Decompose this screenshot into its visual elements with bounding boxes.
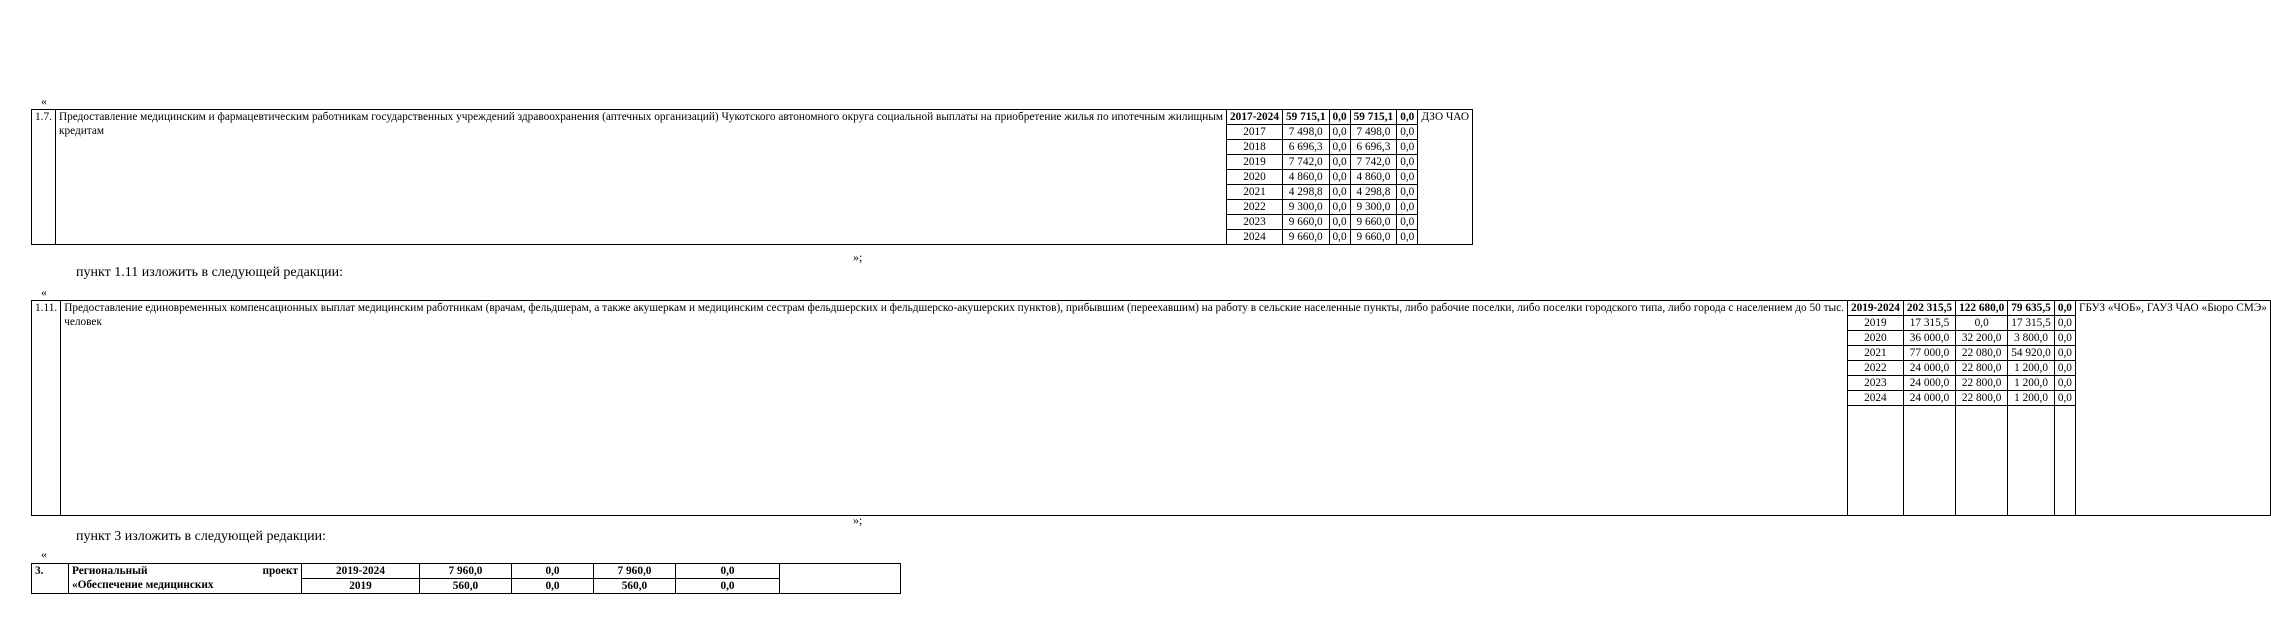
description-line: (врачам, фельдшерам, а также: [485, 302, 631, 314]
caption-point-1-11: пункт 1.11 изложить в следующей редакции:: [76, 265, 343, 280]
period-cell: 2024: [1847, 391, 1903, 406]
total-cell: 4 860,0: [1282, 170, 1329, 185]
description-line: государственных учреждений: [371, 111, 515, 123]
total-cell: 77 000,0: [1903, 346, 1955, 361]
total-cell: 17 315,5: [1903, 316, 1955, 331]
okrug-cell: 1 200,0: [2008, 391, 2055, 406]
quote-open-3: «: [41, 547, 47, 561]
other-cell: 0,0: [2054, 316, 2075, 331]
period-cell: 2020: [1847, 331, 1903, 346]
quote-close-2: »;: [853, 513, 863, 527]
federal-cell: 122 680,0: [1956, 301, 2008, 316]
other-cell: 0,0: [1397, 185, 1418, 200]
other-cell: 0,0: [1397, 155, 1418, 170]
description-line: Предоставление единовременных: [64, 302, 228, 314]
description-line: поселки городского типа, либо: [1543, 302, 1692, 314]
description-line: здравоохранения (аптечных: [517, 111, 652, 123]
okrug-cell: 9 660,0: [1350, 215, 1397, 230]
caption-point-3: пункт 3 изложить в следующей редакции:: [76, 529, 326, 544]
federal-cell: 0,0: [1329, 200, 1350, 215]
total-cell: 560,0: [420, 579, 512, 594]
other-cell: 0,0: [2054, 301, 2075, 316]
other-cell: 0,0: [676, 579, 780, 594]
period-cell: 2021: [1227, 185, 1283, 200]
description-line: Региональный проект: [72, 565, 298, 577]
okrug-cell: 7 960,0: [594, 564, 676, 579]
period-cell: 2018: [1227, 140, 1283, 155]
description-line: медицинским работникам: [357, 302, 483, 314]
federal-cell: 0,0: [512, 564, 594, 579]
description-line: акушеркам и медицинским: [633, 302, 764, 314]
quote-open-1: «: [41, 94, 47, 108]
item-number: 1.11.: [32, 301, 61, 516]
period-cell: 2017-2024: [1227, 110, 1283, 125]
period-cell: 2019: [1227, 155, 1283, 170]
period-cell: 2017: [1227, 125, 1283, 140]
other-cell: 0,0: [2054, 331, 2075, 346]
okrug-cell: 9 660,0: [1350, 230, 1397, 245]
item-description: [61, 301, 1848, 516]
executor-cell: [780, 564, 901, 594]
federal-cell: 22 800,0: [1956, 391, 2008, 406]
okrug-cell: 59 715,1: [1350, 110, 1397, 125]
empty-cell: [2008, 406, 2055, 516]
other-cell: 0,0: [1397, 140, 1418, 155]
period-cell: 2022: [1227, 200, 1283, 215]
total-cell: 9 660,0: [1282, 230, 1329, 245]
federal-cell: 0,0: [1329, 140, 1350, 155]
description-line: пунктов), прибывшим: [1017, 302, 1125, 314]
description-line: организаций) Чукотского: [654, 111, 776, 123]
description-line: сестрам фельдшерских и: [766, 302, 887, 314]
federal-cell: 0,0: [1329, 230, 1350, 245]
description-line: автономного округа социальной: [778, 111, 934, 123]
okrug-cell: 54 920,0: [2008, 346, 2055, 361]
federal-cell: 22 080,0: [1956, 346, 2008, 361]
other-cell: 0,0: [1397, 110, 1418, 125]
description-line: города с населением до 50 тыс.: [1693, 302, 1844, 314]
okrug-cell: 7 498,0: [1350, 125, 1397, 140]
okrug-cell: 1 200,0: [2008, 376, 2055, 391]
table-body: [32, 301, 2271, 516]
total-cell: 202 315,5: [1903, 301, 1955, 316]
description-line: Предоставление медицинским и: [58, 111, 215, 123]
table-row: [32, 110, 1473, 125]
federal-cell: 0,0: [1329, 185, 1350, 200]
other-cell: 0,0: [676, 564, 780, 579]
description-line-last: «Обеспечение медицинских: [72, 579, 214, 591]
period-cell: 2023: [1227, 215, 1283, 230]
quote-open-2: «: [41, 285, 47, 299]
okrug-cell: 1 200,0: [2008, 361, 2055, 376]
total-cell: 36 000,0: [1903, 331, 1955, 346]
federal-cell: 0,0: [1329, 170, 1350, 185]
other-cell: 0,0: [1397, 215, 1418, 230]
item-number: 1.7.: [32, 110, 56, 245]
description-line: (переехавшим) на работу в: [1127, 302, 1257, 314]
okrug-cell: 9 300,0: [1350, 200, 1397, 215]
executor-cell: ГБУЗ «ЧОБ», ГАУЗ ЧАО «Бюро СМЭ»: [2075, 301, 2270, 516]
empty-cell: [1847, 406, 1903, 516]
federal-cell: 0,0: [1329, 215, 1350, 230]
description-line: компенсационных выплат: [230, 302, 356, 314]
description-line: либо рабочие поселки, либо: [1404, 302, 1541, 314]
table-item-1-7: [31, 109, 1473, 245]
federal-cell: 0,0: [1956, 316, 2008, 331]
total-cell: 24 000,0: [1903, 391, 1955, 406]
okrug-cell: 560,0: [594, 579, 676, 594]
other-cell: 0,0: [1397, 170, 1418, 185]
period-cell: 2024: [1227, 230, 1283, 245]
okrug-cell: 7 742,0: [1350, 155, 1397, 170]
federal-cell: 22 800,0: [1956, 361, 2008, 376]
total-cell: 24 000,0: [1903, 376, 1955, 391]
other-cell: 0,0: [2054, 361, 2075, 376]
table-body: [32, 110, 1473, 245]
table-item-3: [31, 563, 901, 594]
period-cell: 2023: [1847, 376, 1903, 391]
item-number: 3.: [32, 564, 69, 594]
total-cell: 6 696,3: [1282, 140, 1329, 155]
other-cell: 0,0: [1397, 125, 1418, 140]
description-line-last: кредитам: [58, 125, 104, 137]
total-cell: 59 715,1: [1282, 110, 1329, 125]
other-cell: 0,0: [2054, 346, 2075, 361]
okrug-cell: 4 860,0: [1350, 170, 1397, 185]
other-cell: 0,0: [1397, 200, 1418, 215]
period-cell: 2019: [302, 579, 420, 594]
period-cell: 2020: [1227, 170, 1283, 185]
executor-cell: ДЗО ЧАО: [1418, 110, 1473, 245]
federal-cell: 32 200,0: [1956, 331, 2008, 346]
other-cell: 0,0: [2054, 376, 2075, 391]
total-cell: 9 300,0: [1282, 200, 1329, 215]
total-cell: 9 660,0: [1282, 215, 1329, 230]
okrug-cell: 6 696,3: [1350, 140, 1397, 155]
okrug-cell: 4 298,8: [1350, 185, 1397, 200]
other-cell: 0,0: [1397, 230, 1418, 245]
empty-cell: [1956, 406, 2008, 516]
okrug-cell: 79 635,5: [2008, 301, 2055, 316]
total-cell: 7 498,0: [1282, 125, 1329, 140]
table-row: [32, 301, 2271, 316]
total-cell: 7 742,0: [1282, 155, 1329, 170]
empty-cell: [1903, 406, 1955, 516]
okrug-cell: 17 315,5: [2008, 316, 2055, 331]
okrug-cell: 3 800,0: [2008, 331, 2055, 346]
federal-cell: 0,0: [1329, 155, 1350, 170]
period-cell: 2019-2024: [1847, 301, 1903, 316]
period-cell: 2019-2024: [302, 564, 420, 579]
period-cell: 2022: [1847, 361, 1903, 376]
federal-cell: 0,0: [1329, 125, 1350, 140]
total-cell: 24 000,0: [1903, 361, 1955, 376]
table-item-1-11: [31, 300, 2271, 516]
description-line: фельдшерско-акушерских: [889, 302, 1015, 314]
federal-cell: 22 800,0: [1956, 376, 2008, 391]
item-description: [69, 564, 302, 594]
table-body: [32, 564, 901, 594]
period-cell: 2019: [1847, 316, 1903, 331]
federal-cell: 0,0: [512, 579, 594, 594]
total-cell: 4 298,8: [1282, 185, 1329, 200]
quote-close-1: »;: [853, 250, 863, 264]
item-description: [55, 110, 1226, 245]
other-cell: 0,0: [2054, 391, 2075, 406]
period-cell: 2021: [1847, 346, 1903, 361]
description-line: выплаты на приобретение жилья: [936, 111, 1095, 123]
empty-cell: [2054, 406, 2075, 516]
description-line: по ипотечным жилищным: [1096, 111, 1224, 123]
total-cell: 7 960,0: [420, 564, 512, 579]
description-line: фармацевтическим работникам: [217, 111, 369, 123]
table-row: [32, 564, 901, 579]
federal-cell: 0,0: [1329, 110, 1350, 125]
description-line-last: человек: [64, 316, 102, 328]
description-line: сельские населенные пункты,: [1258, 302, 1403, 314]
